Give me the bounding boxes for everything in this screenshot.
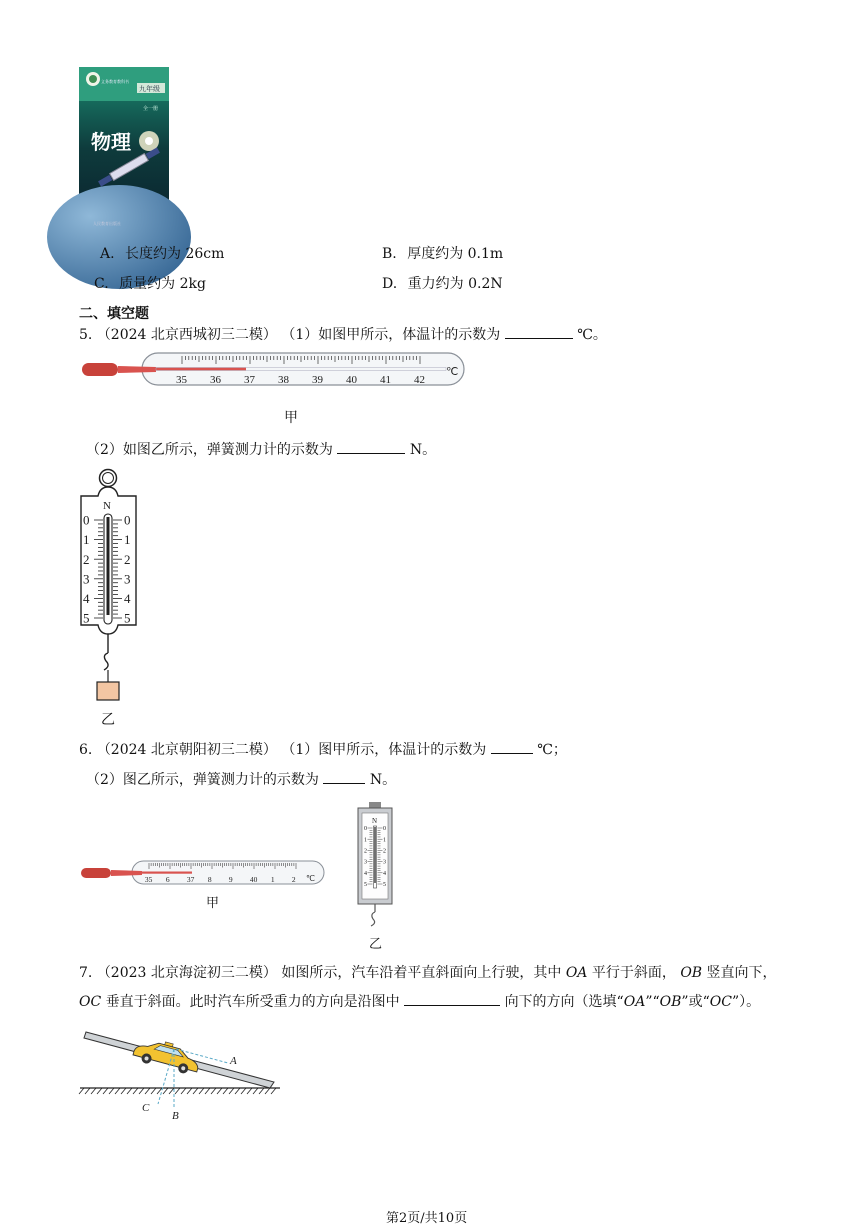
label-b: B	[172, 1110, 179, 1122]
ground-hatch	[97, 1088, 102, 1094]
q6-fig1-caption: 甲	[206, 896, 220, 911]
ground-hatch	[235, 1088, 240, 1094]
ground-hatch	[265, 1088, 270, 1094]
option-d-label: D.	[382, 276, 398, 292]
q5-scale-label-left: 4	[83, 590, 90, 606]
q5-scale-label-left: 3	[83, 571, 90, 587]
ground-hatch	[175, 1088, 180, 1094]
q5-fig2-caption: 乙	[101, 712, 115, 728]
q7-answer-blank[interactable]	[404, 991, 500, 1006]
q6-thermo-tick-label: 8	[207, 875, 212, 884]
q6-scale-label-left: 5	[364, 882, 367, 889]
q5-part2-text: （2）如图乙所示，弹簧测力计的示数为	[86, 442, 333, 458]
ground-hatch	[91, 1088, 96, 1094]
q5-line2	[86, 439, 436, 459]
q7-sep1: ”“	[645, 994, 660, 1010]
option-b-text: 厚度约为 0.1m	[407, 246, 504, 262]
q6-scale-label-left: 1	[364, 837, 367, 844]
q7-line2-b: 向下的方向（选填“	[504, 994, 624, 1010]
ground-hatch	[247, 1088, 252, 1094]
q6-scale-label-left: 4	[364, 870, 367, 877]
q6-thermo-tick-label: 6	[165, 875, 170, 884]
q5-source: （2024 北京西城初三二模）	[96, 327, 277, 343]
q6-scale-unit: N	[372, 817, 378, 825]
ground-hatch	[223, 1088, 228, 1094]
q7-line1-c: 竖直向下，	[706, 965, 777, 981]
q5-scale-label-right: 0	[124, 512, 131, 528]
q6-number: 6.	[79, 742, 93, 758]
q6-answer-blank-2[interactable]	[323, 769, 365, 784]
cover-volume: 全一册	[143, 107, 159, 112]
q7-line2-c: ”）。	[731, 994, 761, 1010]
q6-spring-scale	[356, 802, 394, 932]
q5-thermometer	[80, 352, 466, 388]
q6-scale-label-right: 1	[383, 837, 386, 844]
q6-thermo-tick-label: 9	[228, 875, 233, 884]
q5-part1-text: （1）如图甲所示，体温计的示数为	[281, 327, 501, 343]
q6-thermometer	[80, 860, 326, 886]
ground-hatch	[103, 1088, 108, 1094]
ground-hatch	[253, 1088, 258, 1094]
ground-hatch	[139, 1088, 144, 1094]
q6-line1	[79, 739, 567, 759]
q5-thermo-tick-label: 40	[345, 374, 357, 386]
q6-scale-label-right: 2	[383, 848, 386, 855]
cover-title: 物理	[91, 130, 131, 154]
ground-hatch	[193, 1088, 198, 1094]
ground-hatch	[259, 1088, 264, 1094]
section-heading: 二、填空题	[79, 306, 149, 322]
q5-thermo-tick-label: 37	[243, 374, 255, 386]
ground-hatch	[169, 1088, 174, 1094]
q7-incline-diagram	[78, 1024, 283, 1124]
taxi-car	[132, 1035, 202, 1077]
option-c-label: C.	[94, 276, 109, 292]
ground-hatch	[109, 1088, 114, 1094]
q5-fig1-caption: 甲	[284, 410, 298, 426]
q5-scale-label-left: 5	[83, 610, 90, 626]
option-c-text: 质量约为 2kg	[119, 276, 206, 292]
option-d-text: 重力约为 0.2N	[407, 276, 503, 292]
q7-ob: OB	[680, 965, 703, 981]
q5-scale-label-left: 2	[83, 551, 90, 567]
ground-hatch	[211, 1088, 216, 1094]
q6-scale-label-right: 3	[383, 859, 386, 866]
q6-scale-label-left: 0	[364, 826, 367, 833]
q7-opt-oc: OC	[709, 994, 732, 1010]
q7-opt-ob: OB	[659, 994, 682, 1010]
q5-thermo-tick-label: 42	[413, 374, 425, 386]
q5-scale-label-left: 1	[83, 532, 90, 548]
q5-scale-label-right: 1	[124, 532, 131, 548]
q6-fig2-caption: 乙	[369, 937, 383, 952]
ground-hatch	[151, 1088, 156, 1094]
q5-thermo-tick-label: 39	[311, 374, 323, 386]
option-a-text: 长度约为 26cm	[125, 246, 225, 262]
ground-hatch	[229, 1088, 234, 1094]
option-d	[382, 273, 503, 293]
q6-thermo-tick-label: 1	[270, 875, 275, 884]
label-a: A	[230, 1055, 237, 1067]
option-b	[382, 243, 503, 263]
q5-scale-unit: N	[103, 500, 111, 512]
q7-source: （2023 北京海淀初三二模）	[96, 965, 277, 981]
cover-footer: 人民教育出版社	[93, 221, 121, 226]
q7-number: 7.	[79, 965, 93, 981]
q6-scale-label-right: 4	[383, 870, 386, 877]
q5-scale-label-right: 2	[124, 551, 131, 567]
ground-hatch	[163, 1088, 168, 1094]
ground-hatch	[217, 1088, 222, 1094]
physics-textbook-cover	[79, 67, 169, 231]
q5-unit2: N。	[409, 442, 437, 458]
q5-spring-scale	[78, 468, 140, 708]
label-c: C	[142, 1102, 150, 1114]
ground-hatch	[199, 1088, 204, 1094]
q5-answer-blank-1[interactable]	[505, 324, 573, 339]
q7-line1-b: 平行于斜面，	[591, 965, 676, 981]
q5-thermo-tick-label: 36	[209, 374, 221, 386]
q6-scale-label-right: 5	[383, 882, 386, 889]
ground-hatch	[133, 1088, 138, 1094]
ground-hatch	[145, 1088, 150, 1094]
ground-hatch	[127, 1088, 132, 1094]
ground-hatch	[205, 1088, 210, 1094]
q7-line1	[79, 962, 777, 982]
q6-thermo-unit: ℃	[306, 874, 315, 883]
ground-hatch	[271, 1088, 276, 1094]
q7-line2	[79, 991, 760, 1011]
q5-thermo-tick-label: 35	[175, 374, 187, 386]
q5-scale-label-left: 0	[83, 512, 90, 528]
q6-thermo-tick-label: 40	[249, 875, 258, 884]
q7-oc: OC	[79, 994, 102, 1010]
option-a	[100, 243, 224, 263]
q5-scale-label-right: 3	[124, 571, 131, 587]
ground-hatch	[121, 1088, 126, 1094]
ground-hatch	[187, 1088, 192, 1094]
q7-opt-oa: OA	[623, 994, 646, 1010]
ground-hatch	[241, 1088, 246, 1094]
q6-scale-label-right: 0	[383, 826, 386, 833]
q6-thermo-tick-label: 35	[144, 875, 153, 884]
ground-hatch	[79, 1088, 84, 1094]
cover-grade: 九年级	[139, 85, 160, 93]
q5-unit1: ℃。	[577, 327, 607, 343]
q6-thermo-tick-label: 2	[291, 875, 296, 884]
q6-unit2: N。	[369, 772, 397, 788]
page-footer: 第2页/共10页	[386, 1211, 468, 1226]
ground-hatch	[85, 1088, 90, 1094]
q6-unit1: ℃；	[537, 742, 567, 758]
q6-part1-text: （1）图甲所示，体温计的示数为	[281, 742, 487, 758]
option-b-label: B.	[382, 246, 397, 262]
q5-line1	[79, 324, 607, 344]
q6-source: （2024 北京朝阳初三二模）	[96, 742, 277, 758]
q6-line2	[86, 769, 396, 789]
q6-part2-text: （2）图乙所示，弹簧测力计的示数为	[86, 772, 319, 788]
cover-publisher-line: 义务教育教科书	[101, 79, 129, 84]
q6-scale-label-left: 2	[364, 848, 367, 855]
q7-line1-a: 如图所示，汽车沿着平直斜面向上行驶，其中	[281, 965, 562, 981]
q6-answer-blank-1[interactable]	[491, 739, 533, 754]
q6-scale-label-left: 3	[364, 859, 367, 866]
q5-thermo-tick-label: 41	[379, 374, 391, 386]
q7-line2-a: 垂直于斜面。此时汽车所受重力的方向是沿图中	[105, 994, 400, 1010]
option-c	[94, 273, 206, 293]
ground-hatch	[181, 1088, 186, 1094]
q5-answer-blank-2[interactable]	[337, 439, 405, 454]
q7-oa: OA	[565, 965, 588, 981]
option-a-label: A.	[100, 246, 115, 262]
q5-scale-label-right: 5	[124, 610, 131, 626]
q5-thermo-unit: ℃	[446, 366, 459, 378]
q6-thermo-tick-label: 37	[186, 875, 195, 884]
q5-thermo-tick-label: 38	[277, 374, 289, 386]
q5-scale-label-right: 4	[124, 590, 131, 606]
q7-sep2: ”或“	[681, 994, 710, 1010]
ground-hatch	[115, 1088, 120, 1094]
q5-number: 5.	[79, 327, 93, 343]
